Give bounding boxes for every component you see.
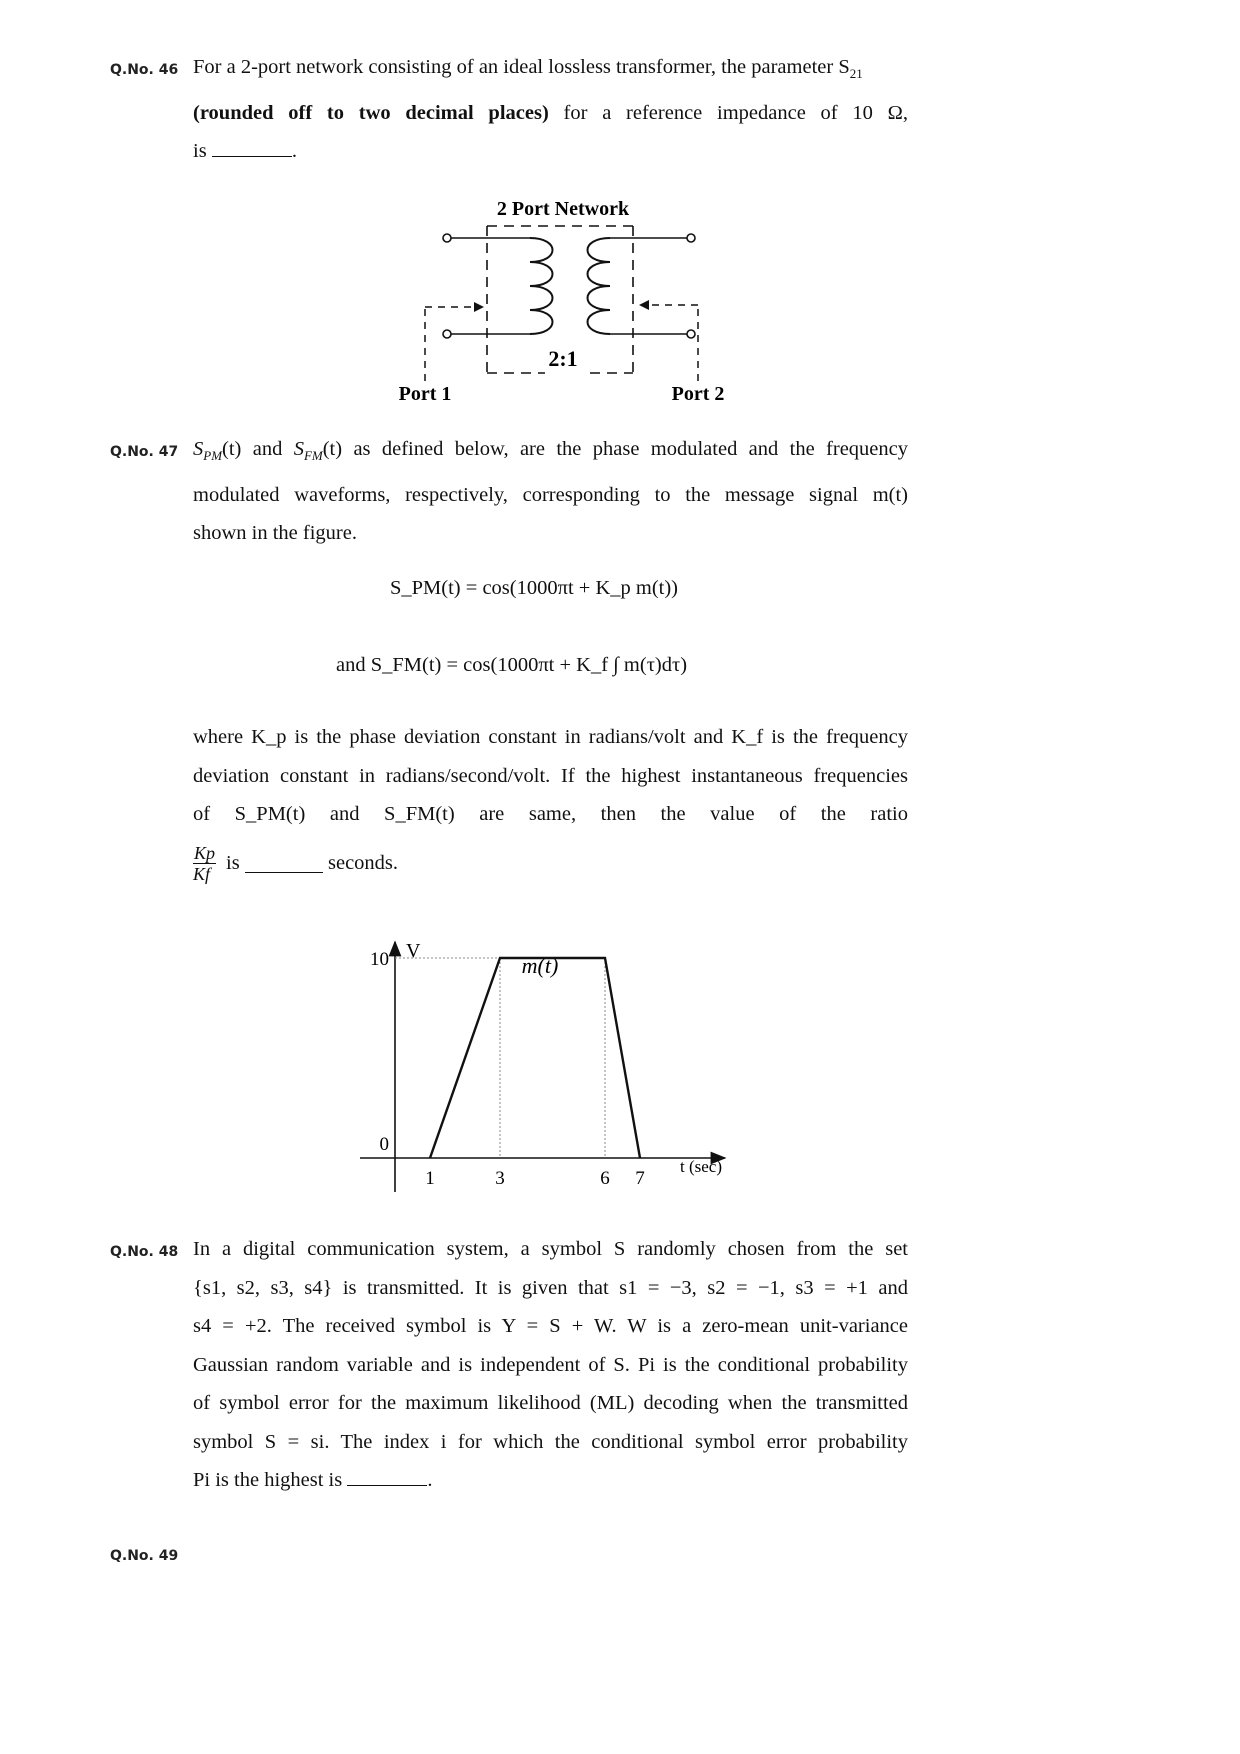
port2-arrow	[648, 305, 698, 381]
q47-line-2: modulated waveforms, respectively, corresponding to the message signal m(t)	[193, 483, 908, 506]
q48-line-4: Gaussian random variable and is independent of S. Pi is the conditional probability	[193, 1353, 908, 1376]
y-tick-labels	[370, 949, 389, 1155]
secondary-coil	[588, 238, 611, 334]
q46-line-3: is .	[193, 140, 297, 163]
ratio-unit: seconds.	[328, 852, 399, 874]
q47-body-line-3: of S_PM(t) and S_FM(t) are same, then the value of the ratio	[193, 803, 908, 825]
y-tick-label: 0	[379, 1134, 389, 1155]
q48-line-6: symbol S = si. The index i for which the conditional symbol error probability	[193, 1430, 908, 1453]
question-47-intro	[193, 430, 908, 553]
graph-title: m(t)	[521, 953, 559, 978]
port2-terminal-top	[687, 234, 695, 242]
x-tick-label: 6	[600, 1168, 610, 1189]
q46-line-2: (rounded off to two decimal places) for a reference impedance of 10 Ω,	[193, 101, 908, 124]
ratio-is: is	[226, 852, 240, 874]
equation-spm: S_PM(t) = cos(1000πt + K_p m(t))	[390, 577, 679, 599]
port2-terminal-bottom	[687, 330, 695, 338]
q47-body-line-1: where K_p is the phase deviation constant in radians/volt and K_f is the frequency	[193, 726, 908, 748]
q48-line-3: s4 = +2. The received symbol is Y = S + W. W is a zero-mean unit-variance	[193, 1315, 908, 1337]
primary-coil	[530, 238, 553, 334]
turns-ratio: 2:1	[548, 346, 578, 371]
port2-arrowhead	[639, 300, 649, 310]
graph-guide-lines	[395, 958, 605, 1158]
port2-label: Port 2	[671, 383, 725, 405]
y-axis-label: V	[406, 940, 421, 962]
port1-arrowhead	[474, 302, 484, 312]
q47-body-line-2: deviation constant in radians/second/volt. If the highest instantaneous frequencies	[193, 764, 908, 787]
terminals	[443, 234, 695, 338]
ratio-fraction	[193, 843, 216, 884]
q46-line-1: For a 2-port network consisting of an ideal lossless transformer, the parameter $S_{21}$	[193, 56, 863, 82]
port1-arrow	[425, 307, 476, 381]
q48-line-7: Pi is the highest is .	[193, 1469, 433, 1491]
transformer-figure	[0, 0, 1240, 420]
question-number-49: Q.No. 49	[110, 1548, 179, 1564]
port1-terminal-bottom	[443, 330, 451, 338]
question-number-46: Q.No. 46	[110, 62, 179, 78]
q48-line-2: {s1, s2, s3, s4} is transmitted. It is given that s1 = −3, s2 = −1, s3 = +1 and	[193, 1276, 908, 1299]
signal-trapezoid	[430, 958, 640, 1158]
answer-blank-48[interactable]	[347, 1469, 427, 1486]
question-number-48: Q.No. 48	[110, 1244, 179, 1260]
q47-line-1: $S_{PM}(t)$ and $S_{FM}(t)$ as defined below, are the phase modulated and the frequency	[193, 438, 908, 464]
port1-label: Port 1	[398, 383, 452, 405]
question-number-47: Q.No. 47	[110, 444, 179, 460]
ratio-denominator: Kf	[193, 864, 211, 884]
message-signal-graph	[340, 930, 740, 1200]
q47-line-3: shown in the figure.	[193, 522, 357, 545]
answer-blank-47[interactable]	[245, 858, 323, 873]
q48-line-5: of symbol error for the maximum likelihood (ML) decoding when the transmitted	[193, 1392, 908, 1414]
x-tick-label: 1	[425, 1168, 435, 1189]
x-axis-label: t (sec)	[680, 1157, 723, 1176]
q48-line-1: In a digital communication system, a symbol S randomly chosen from the set	[193, 1238, 908, 1260]
x-tick-label: 7	[635, 1168, 645, 1189]
question-48-text	[193, 1230, 908, 1500]
port1-terminal-top	[443, 234, 451, 242]
figure-title: 2 Port Network	[496, 198, 630, 220]
equation-sfm: and S_FM(t) = cos(1000πt + K_f ∫ m(τ)dτ)	[336, 654, 688, 676]
question-47-body	[193, 718, 908, 834]
x-tick-label: 3	[495, 1168, 505, 1189]
x-tick-labels	[425, 1168, 645, 1189]
y-tick-label: 10	[370, 949, 389, 970]
ratio-numerator: Kp	[194, 843, 216, 863]
